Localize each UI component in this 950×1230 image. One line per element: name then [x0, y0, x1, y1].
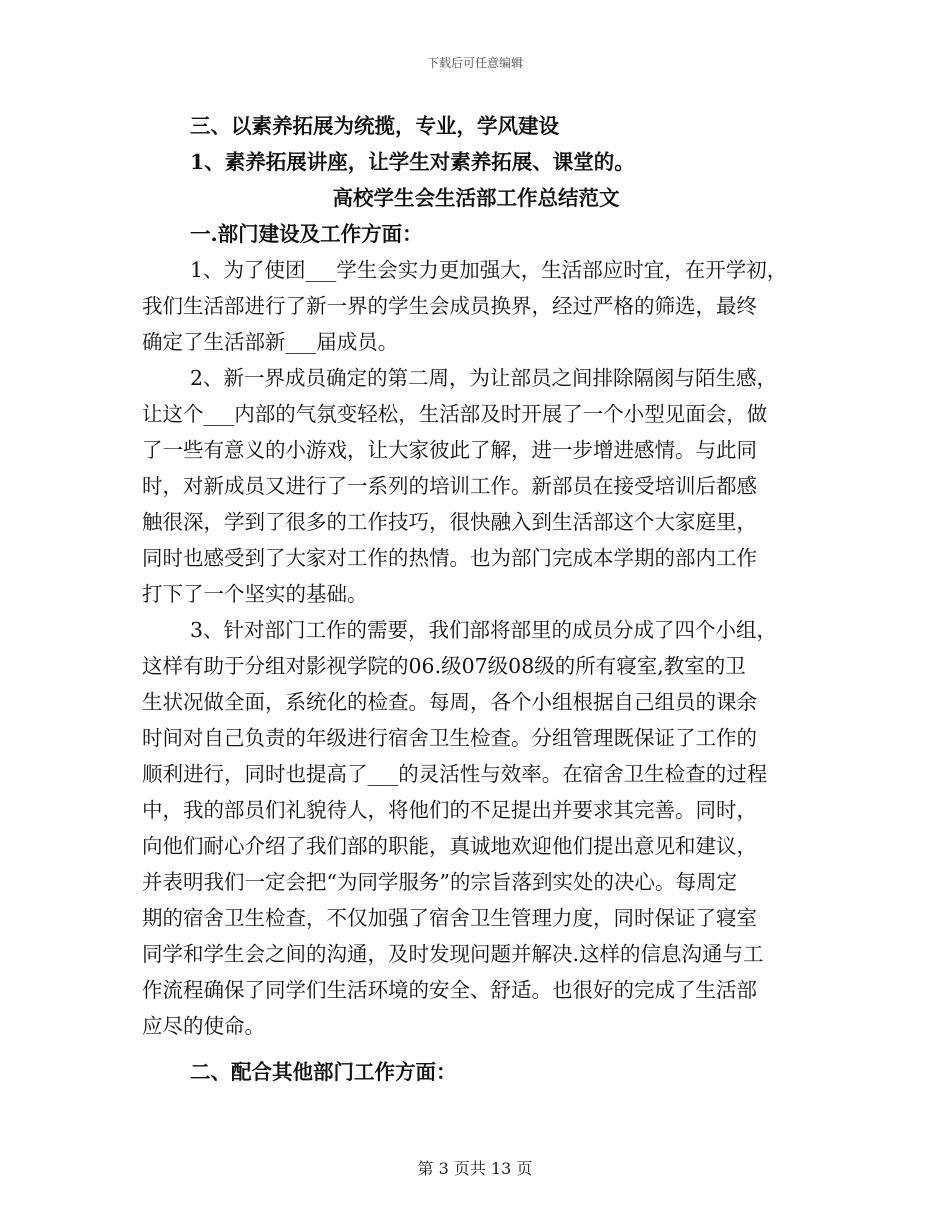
paragraph-line: 打下了一个坚实的基础。: [142, 582, 368, 606]
page-number-footer: 第 3 页共 13 页: [417, 1159, 533, 1178]
paragraph-line: 我们生活部进行了新一界的学生会成员换界，经过严格的筛选，最终: [142, 294, 757, 318]
paragraph-line: 向他们耐心介绍了我们部的职能，真诚地欢迎他们提出意见和建议，: [142, 834, 757, 858]
paragraph-line: 3、针对部门工作的需要，我们部将部里的成员分成了四个小组，: [190, 618, 778, 642]
paragraph-line: 作流程确保了同学们生活环境的安全、舒适。也很好的完成了生活部: [142, 978, 757, 1002]
paragraph-line: 2、新一界成员确定的第二周，为让部员之间排除隔阂与陌生感，: [190, 366, 778, 390]
paragraph-line: 确定了生活部新___届成员。: [142, 330, 399, 354]
paragraph-line: 1、为了使团___学生会实力更加强大，生活部应时宜，在开学初，: [190, 258, 788, 282]
paragraph-line: 这样有助于分组对影视学院的06.级07级08级的所有寝室,教室的卫: [142, 654, 746, 678]
paragraph-line: 顺利进行，同时也提高了___的灵活性与效率。在宿舍卫生检查的过程: [142, 762, 768, 786]
paragraph-line: 中，我的部员们礼貌待人，将他们的不足提出并要求其完善。同时，: [142, 798, 757, 822]
document-title: 高校学生会生活部工作总结范文: [332, 186, 620, 210]
spacer: [142, 1044, 810, 1054]
paragraph-line: 期的宿舍卫生检查，不仅加强了宿舍卫生管理力度，同时保证了寝室: [142, 906, 757, 930]
paragraph-line: 生状况做全面，系统化的检查。每周，各个小组根据自己组员的课余: [142, 690, 757, 714]
paragraph-line: 时，对新成员又进行了一系列的培训工作。新部员在接受培训后都感: [142, 474, 757, 498]
paragraph-line: 让这个___内部的气氛变轻松，生活部及时开展了一个小型见面会，做: [142, 402, 768, 426]
section-heading-1: 一.部门建设及工作方面：: [190, 222, 423, 246]
paragraph-1: [142, 252, 810, 360]
document-body: [142, 108, 810, 1090]
paragraph-line: 同学和学生会之间的沟通，及时发现问题并解决.这样的信息沟通与工: [142, 942, 764, 966]
list-item-1: 1、素养拓展讲座，让学生对素养拓展、课堂的。: [190, 150, 635, 174]
page-header: 下载后可任意编辑: [426, 56, 523, 70]
paragraph-line: 应尽的使命。: [142, 1014, 265, 1038]
section-heading-2: 二、配合其他部门工作方面：: [190, 1060, 457, 1084]
paragraph-3: [142, 612, 810, 1044]
paragraph-line: 并表明我们一定会把“为同学服务”的宗旨落到实处的决心。每周定: [142, 870, 737, 894]
paragraph-line: 同时也感受到了大家对工作的热情。也为部门完成本学期的部内工作: [142, 546, 757, 570]
paragraph-line: 时间对自己负责的年级进行宿舍卫生检查。分组管理既保证了工作的: [142, 726, 757, 750]
section-heading-3: 三、以素养拓展为统揽，专业，学风建设: [190, 114, 559, 138]
paragraph-2: [142, 360, 810, 612]
paragraph-line: 触很深，学到了很多的工作技巧，很快融入到生活部这个大家庭里，: [142, 510, 757, 534]
paragraph-line: 了一些有意义的小游戏，让大家彼此了解，进一步增进感情。与此同: [142, 438, 757, 462]
